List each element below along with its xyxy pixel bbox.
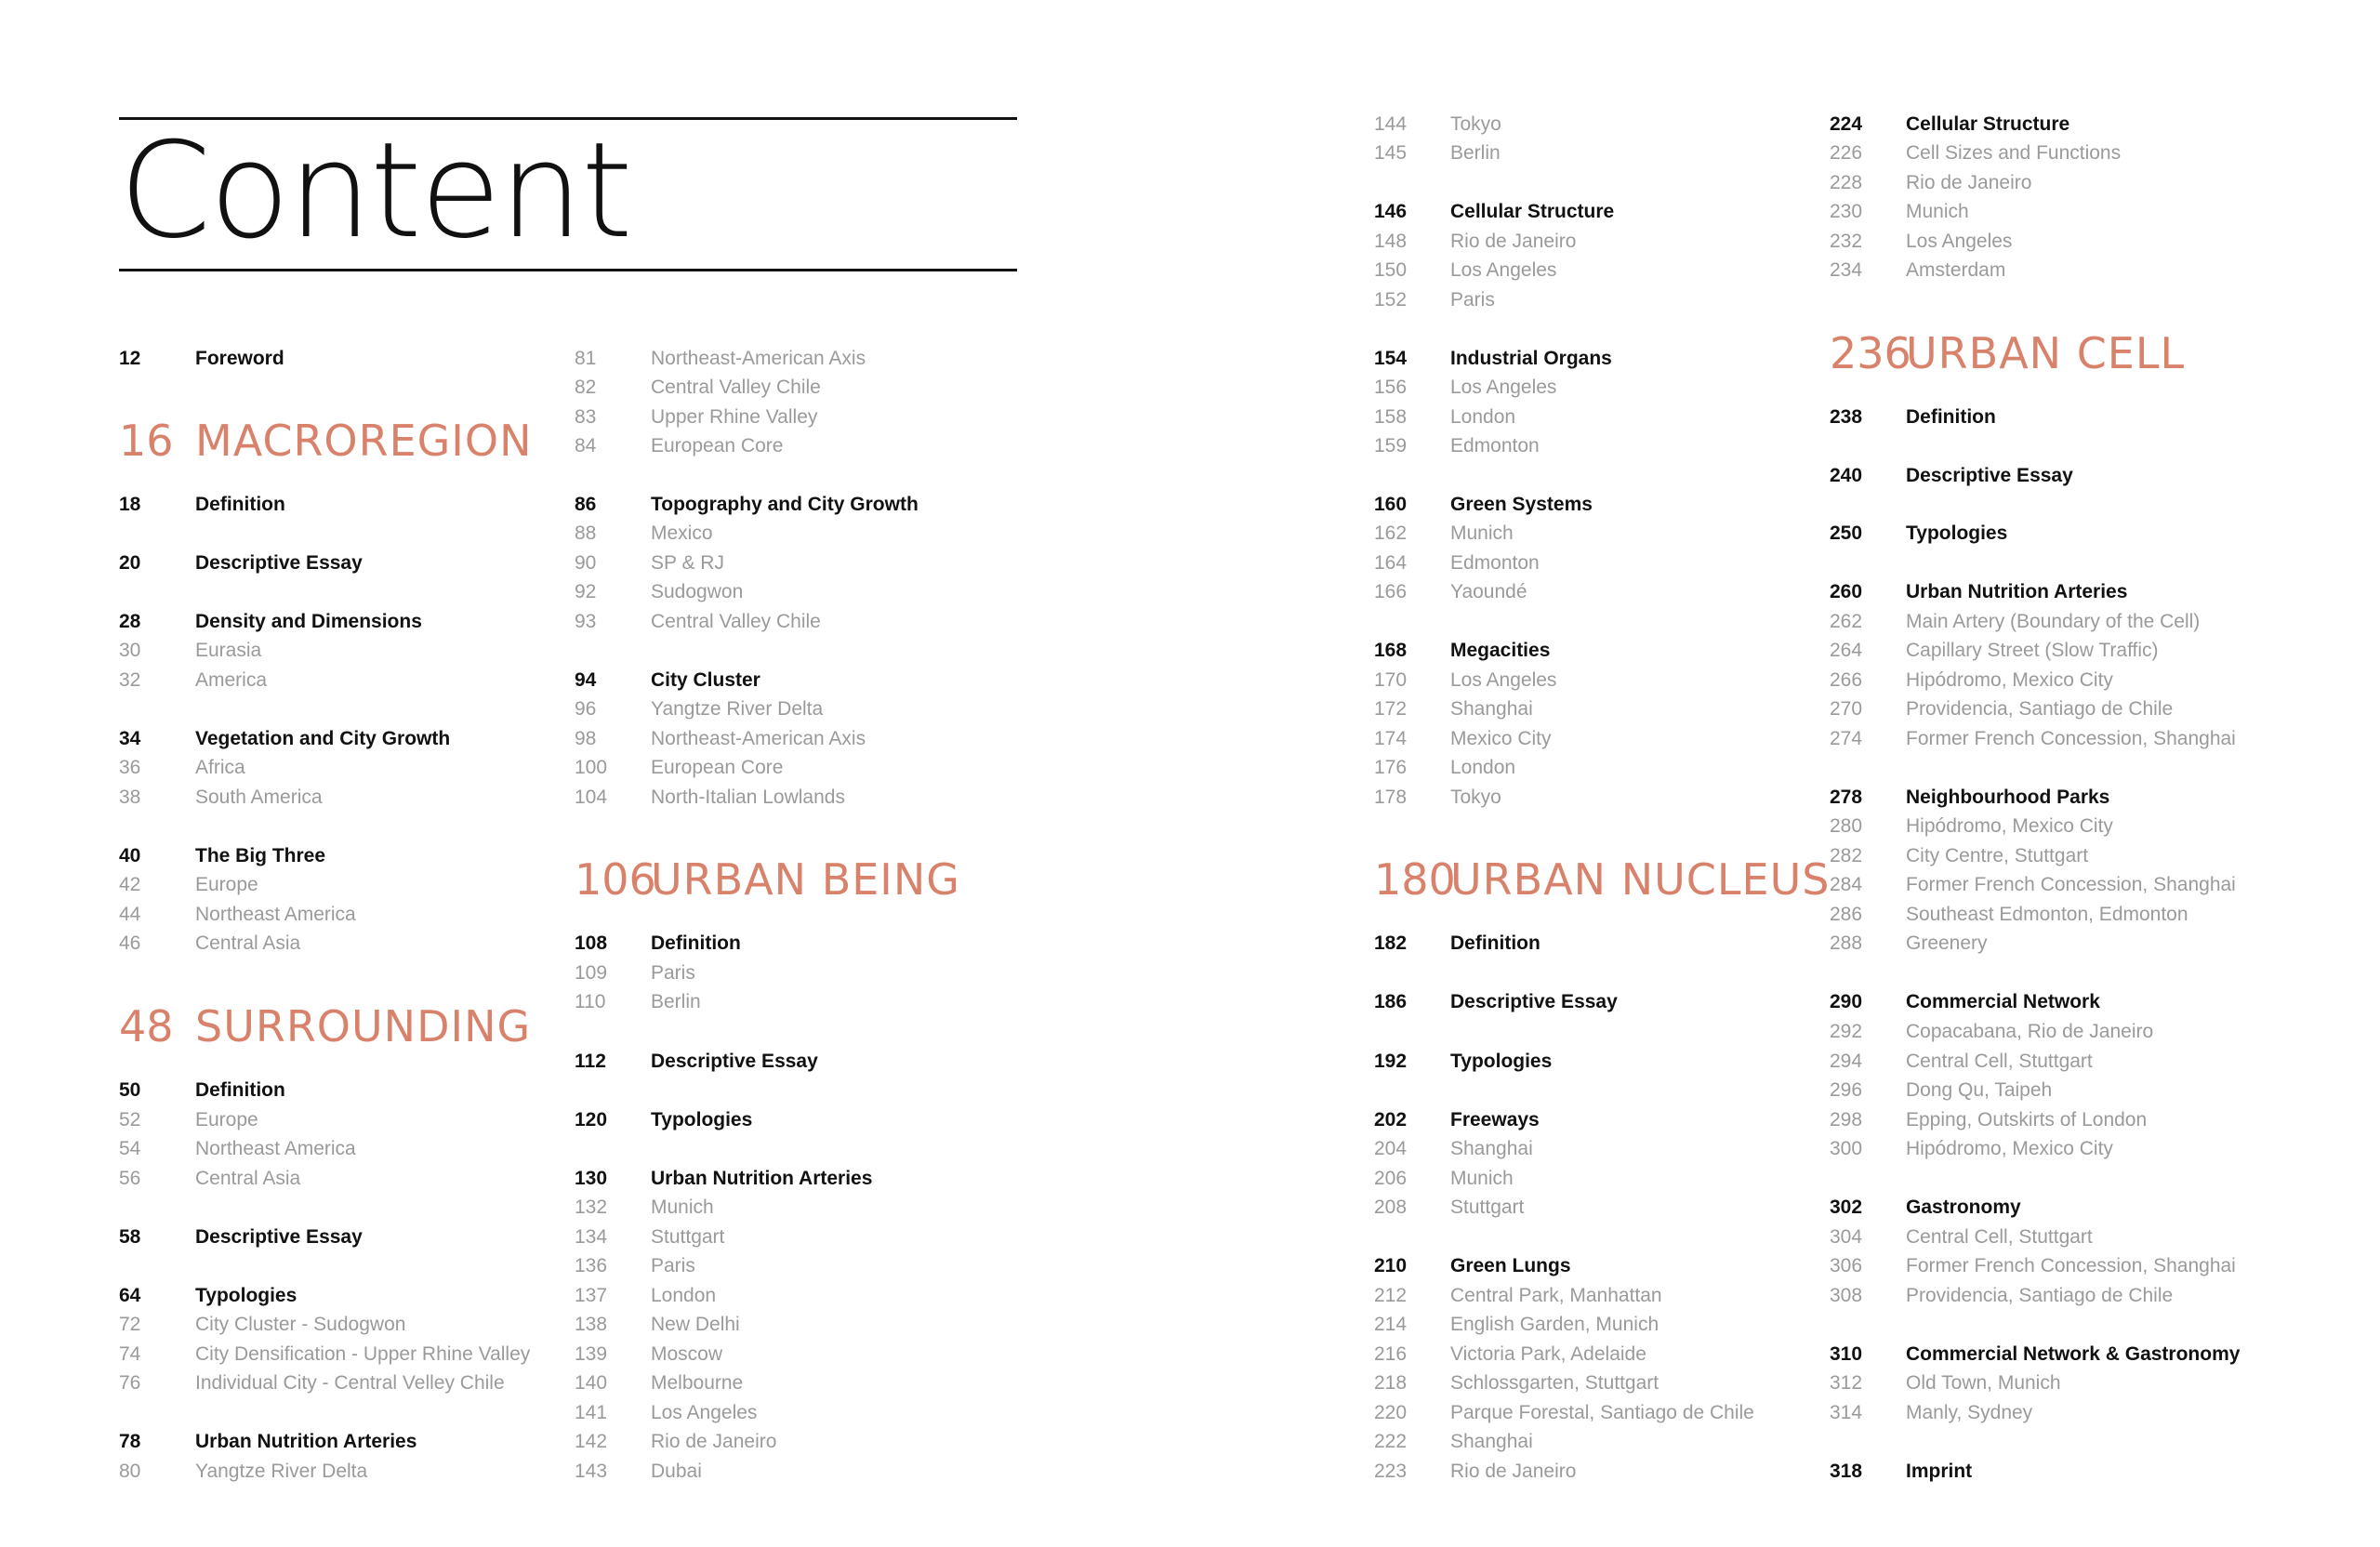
page-number: 170 [1374,669,1408,691]
page-number: 223 [1374,1461,1408,1482]
page-number: 192 [1374,1051,1408,1072]
page-number: 34 [119,728,141,749]
entry-title: Munich [1450,1168,1514,1189]
entry-title: SP & RJ [651,552,724,574]
page-number: 222 [1374,1431,1408,1452]
page-number: 56 [119,1168,141,1189]
page-number: 160 [1374,494,1408,515]
entry-title: Shanghai [1450,698,1533,720]
entry-title: SURROUNDING [195,1001,532,1051]
entry-title: Shanghai [1450,1138,1533,1159]
entry-title: Melbourne [651,1372,744,1394]
page-number: 88 [575,522,597,544]
page-number: 318 [1830,1461,1863,1482]
entry-title: Eurasia [195,640,262,661]
page-number: 172 [1374,698,1408,720]
page-number: 145 [1374,142,1408,164]
page-number: 240 [1830,465,1863,486]
entry-title: Rio de Janeiro [1906,172,2032,193]
page-number: 202 [1374,1109,1408,1130]
entry-title: Central Cell, Stuttgart [1906,1051,2093,1072]
entry-title: Northeast-American Axis [651,728,866,749]
page-number: 52 [119,1109,141,1130]
entry-title: London [1450,406,1516,428]
entry-title: Definition [195,1079,285,1101]
page-number: 78 [119,1431,141,1452]
entry-title: Los Angeles [1450,377,1557,398]
entry-title: Central Valley Chile [651,377,821,398]
page-number: 212 [1374,1285,1408,1306]
page-number: 98 [575,728,597,749]
entry-title: Berlin [1450,142,1501,164]
entry-title: European Core [651,435,784,456]
entry-title: Hipódromo, Mexico City [1906,669,2113,691]
page-number: 314 [1830,1402,1863,1423]
page-number: 178 [1374,787,1408,808]
entry-title: Paris [651,962,695,984]
entry-title: Northeast America [195,1138,356,1159]
entry-title: Individual City - Central Velley Chile [195,1372,505,1394]
page-number: 278 [1830,787,1863,808]
entry-title: Dubai [651,1461,702,1482]
entry-title: Victoria Park, Adelaide [1450,1343,1646,1365]
entry-title: Definition [1450,932,1540,954]
entry-title: Descriptive Essay [195,552,363,574]
page-number: 286 [1830,904,1863,925]
page-number: 296 [1830,1079,1863,1101]
entry-title: Copacabana, Rio de Janeiro [1906,1021,2154,1042]
entry-title: Upper Rhine Valley [651,406,818,428]
entry-title: Mexico [651,522,713,544]
page-number: 92 [575,581,597,602]
entry-title: Yangtze River Delta [651,698,824,720]
entry-title: Descriptive Essay [651,1051,818,1072]
entry-title: Main Artery (Boundary of the Cell) [1906,611,2201,632]
page-number: 138 [575,1314,608,1335]
entry-title: Paris [1450,289,1495,311]
entry-title: City Cluster [651,669,760,691]
page-number: 232 [1830,231,1863,252]
page-number: 72 [119,1314,141,1335]
page-number: 152 [1374,289,1408,311]
page-number: 224 [1830,113,1863,135]
entry-title: Green Systems [1450,494,1593,515]
page-number: 106 [575,854,656,905]
entry-title: Epping, Outskirts of London [1906,1109,2148,1130]
page-number: 174 [1374,728,1408,749]
page-number: 154 [1374,348,1408,369]
page-number: 262 [1830,611,1863,632]
page-number: 28 [119,611,141,632]
entry-title: Capillary Street (Slow Traffic) [1906,640,2159,661]
page-number: 76 [119,1372,141,1394]
entry-title: Shanghai [1450,1431,1533,1452]
entry-title: Paris [651,1255,695,1276]
page-number: 312 [1830,1372,1863,1394]
entry-title: Former French Concession, Shanghai [1906,874,2236,895]
page-number: 54 [119,1138,141,1159]
page-number: 142 [575,1431,608,1452]
page-number: 74 [119,1343,141,1365]
entry-title: Tokyo [1450,113,1501,135]
entry-title: Topography and City Growth [651,494,919,515]
page-number: 58 [119,1226,141,1248]
entry-title: Los Angeles [1450,259,1557,281]
entry-title: Providencia, Santiago de Chile [1906,1285,2174,1306]
entry-title: Hipódromo, Mexico City [1906,815,2113,837]
entry-title: Europe [195,874,258,895]
entry-title: London [651,1285,717,1306]
entry-title: Cell Sizes and Functions [1906,142,2122,164]
entry-title: Central Cell, Stuttgart [1906,1226,2093,1248]
entry-title: Foreword [195,348,284,369]
page-number: 216 [1374,1343,1408,1365]
entry-title: Urban Nutrition Arteries [1906,581,2128,602]
page-number: 12 [119,348,141,369]
entry-title: Freeways [1450,1109,1540,1130]
page-number: 234 [1830,259,1863,281]
page-number: 218 [1374,1372,1408,1394]
page-number: 280 [1830,815,1863,837]
page-number: 96 [575,698,597,720]
entry-title: Rio de Janeiro [1450,231,1577,252]
entry-title: Central Asia [195,1168,301,1189]
entry-title: Europe [195,1109,258,1130]
entry-title: URBAN CELL [1906,328,2186,378]
page-number: 93 [575,611,597,632]
page-number: 108 [575,932,608,954]
entry-title: Typologies [1906,522,2008,544]
page-number: 206 [1374,1168,1408,1189]
page-number: 64 [119,1285,141,1306]
page-number: 100 [575,757,608,778]
entry-title: Density and Dimensions [195,611,422,632]
page-number: 18 [119,494,141,515]
entry-title: Former French Concession, Shanghai [1906,728,2236,749]
entry-title: Definition [195,494,285,515]
page-number: 83 [575,406,597,428]
entry-title: Descriptive Essay [1906,465,2073,486]
entry-title: Neighbourhood Parks [1906,787,2110,808]
entry-title: Yangtze River Delta [195,1461,368,1482]
entry-title: Parque Forestal, Santiago de Chile [1450,1402,1754,1423]
page-number: 81 [575,348,597,369]
entry-title: City Densification - Upper Rhine Valley [195,1343,531,1365]
entry-title: Typologies [195,1285,298,1306]
entry-title: New Delhi [651,1314,740,1335]
entry-title: Commercial Network [1906,991,2100,1012]
title-rule-box [119,114,1017,271]
page-number: 146 [1374,201,1408,222]
entry-title: Central Asia [195,932,301,954]
entry-title: Cellular Structure [1906,113,2070,135]
page-number: 44 [119,904,141,925]
page-number: 310 [1830,1343,1863,1365]
page-number: 238 [1830,406,1863,428]
entry-title: Northeast-American Axis [651,348,866,369]
entry-title: Megacities [1450,640,1551,661]
page-number: 156 [1374,377,1408,398]
page-number: 40 [119,845,141,866]
entry-title: MACROREGION [195,416,533,466]
entry-title: Los Angeles [1906,231,2013,252]
page-number: 288 [1830,932,1863,954]
page-number: 86 [575,494,597,515]
entry-title: URBAN BEING [651,854,960,905]
entry-title: Hipódromo, Mexico City [1906,1138,2113,1159]
page-number: 304 [1830,1226,1863,1248]
page-number: 264 [1830,640,1863,661]
page-number: 204 [1374,1138,1408,1159]
page-title: Content [119,114,631,268]
entry-title: South America [195,787,323,808]
entry-title: Imprint [1906,1461,1973,1482]
entry-title: Typologies [651,1109,753,1130]
page-number: 144 [1374,113,1408,135]
entry-title: Sudogwon [651,581,744,602]
page-number: 134 [575,1226,608,1248]
entry-title: Manly, Sydney [1906,1402,2033,1423]
entry-title: Providencia, Santiago de Chile [1906,698,2174,720]
entry-title: Dong Qu, Taipeh [1906,1079,2053,1101]
page-number: 208 [1374,1197,1408,1218]
page-number: 80 [119,1461,141,1482]
entry-title: Central Park, Manhattan [1450,1285,1662,1306]
page-number: 158 [1374,406,1408,428]
page-number: 300 [1830,1138,1863,1159]
page-number: 38 [119,787,141,808]
page-number: 82 [575,377,597,398]
page-number: 104 [575,787,608,808]
entry-title: European Core [651,757,784,778]
entry-title: Cellular Structure [1450,201,1615,222]
page-number: 42 [119,874,141,895]
page-number: 292 [1830,1021,1863,1042]
page-number: 94 [575,669,597,691]
entry-title: Munich [1906,201,1969,222]
entry-title: North-Italian Lowlands [651,787,845,808]
page-number: 32 [119,669,141,691]
entry-title: Northeast America [195,904,356,925]
entry-title: The Big Three [195,845,326,866]
entry-title: Industrial Organs [1450,348,1612,369]
page-number: 236 [1830,328,1911,378]
entry-title: Former French Concession, Shanghai [1906,1255,2236,1276]
entry-title: Typologies [1450,1051,1553,1072]
entry-title: Stuttgart [651,1226,725,1248]
entry-title: Schlossgarten, Stuttgart [1450,1372,1659,1394]
entry-title: URBAN NUCLEUS [1450,854,1831,905]
page-number: 150 [1374,259,1408,281]
entry-title: Green Lungs [1450,1255,1571,1276]
entry-title: English Garden, Munich [1450,1314,1659,1335]
page-number: 36 [119,757,141,778]
entry-title: Stuttgart [1450,1197,1525,1218]
page-number: 148 [1374,231,1408,252]
entry-title: Edmonton [1450,552,1540,574]
page-number: 136 [575,1255,608,1276]
entry-title: Urban Nutrition Arteries [195,1431,417,1452]
entry-title: Munich [1450,522,1514,544]
entry-title: Rio de Janeiro [1450,1461,1577,1482]
entry-title: Central Valley Chile [651,611,821,632]
page-number: 120 [575,1109,608,1130]
entry-title: Moscow [651,1343,723,1365]
page-number: 220 [1374,1402,1408,1423]
page-number: 110 [575,991,606,1012]
entry-title: Africa [195,757,245,778]
entry-title: Mexico City [1450,728,1552,749]
entry-title: America [195,669,268,691]
entry-title: City Cluster - Sudogwon [195,1314,406,1335]
page-number: 270 [1830,698,1863,720]
page-number: 141 [575,1402,608,1423]
page-number: 50 [119,1079,141,1101]
entry-title: Gastronomy [1906,1197,2021,1218]
entry-title: Old Town, Munich [1906,1372,2061,1394]
page-number: 46 [119,932,141,954]
page-number: 30 [119,640,141,661]
entry-title: Munich [651,1197,714,1218]
entry-title: Berlin [651,991,701,1012]
entry-title: Tokyo [1450,787,1501,808]
page-number: 164 [1374,552,1408,574]
page-number: 306 [1830,1255,1863,1276]
page-number: 48 [119,1001,174,1051]
page-number: 182 [1374,932,1408,954]
page-number: 159 [1374,435,1408,456]
page-number: 16 [119,416,174,466]
page-number: 298 [1830,1109,1863,1130]
page-number: 176 [1374,757,1408,778]
page-number: 137 [575,1285,608,1306]
page-number: 20 [119,552,141,574]
page-number: 132 [575,1197,608,1218]
entry-title: Descriptive Essay [195,1226,363,1248]
page-number: 228 [1830,172,1863,193]
page-number: 112 [575,1051,606,1072]
entry-title: Definition [651,932,741,954]
entry-title: Rio de Janeiro [651,1431,777,1452]
page-number: 274 [1830,728,1863,749]
entry-title: City Centre, Stuttgart [1906,845,2089,866]
page-number: 214 [1374,1314,1408,1335]
page-number: 260 [1830,581,1863,602]
page-number: 180 [1374,854,1456,905]
page-number: 162 [1374,522,1408,544]
entry-title: Urban Nutrition Arteries [651,1168,873,1189]
page-number: 166 [1374,581,1408,602]
page-number: 140 [575,1372,608,1394]
entry-title: Commercial Network & Gastronomy [1906,1343,2241,1365]
entry-title: Vegetation and City Growth [195,728,451,749]
page-number: 109 [575,962,608,984]
entry-title: Los Angeles [1450,669,1557,691]
page-number: 130 [575,1168,608,1189]
entry-title: Descriptive Essay [1450,991,1618,1012]
page-number: 168 [1374,640,1408,661]
page-number: 282 [1830,845,1863,866]
page-number: 226 [1830,142,1863,164]
page-number: 186 [1374,991,1408,1012]
entry-title: Los Angeles [651,1402,758,1423]
page-number: 294 [1830,1051,1863,1072]
entry-title: Southeast Edmonton, Edmonton [1906,904,2188,925]
entry-title: Edmonton [1450,435,1540,456]
entry-title: Definition [1906,406,1996,428]
page-number: 143 [575,1461,608,1482]
page-number: 250 [1830,522,1863,544]
page-number: 139 [575,1343,608,1365]
page-number: 84 [575,435,597,456]
page-number: 290 [1830,991,1863,1012]
page-number: 302 [1830,1197,1863,1218]
page-number: 266 [1830,669,1863,691]
entry-title: Amsterdam [1906,259,2006,281]
page-number: 308 [1830,1285,1863,1306]
entry-title: London [1450,757,1516,778]
page-number: 230 [1830,201,1863,222]
page-number: 210 [1374,1255,1408,1276]
entry-title: Yaoundé [1450,581,1527,602]
page-number: 90 [575,552,597,574]
page-number: 284 [1830,874,1863,895]
entry-title: Greenery [1906,932,1988,954]
